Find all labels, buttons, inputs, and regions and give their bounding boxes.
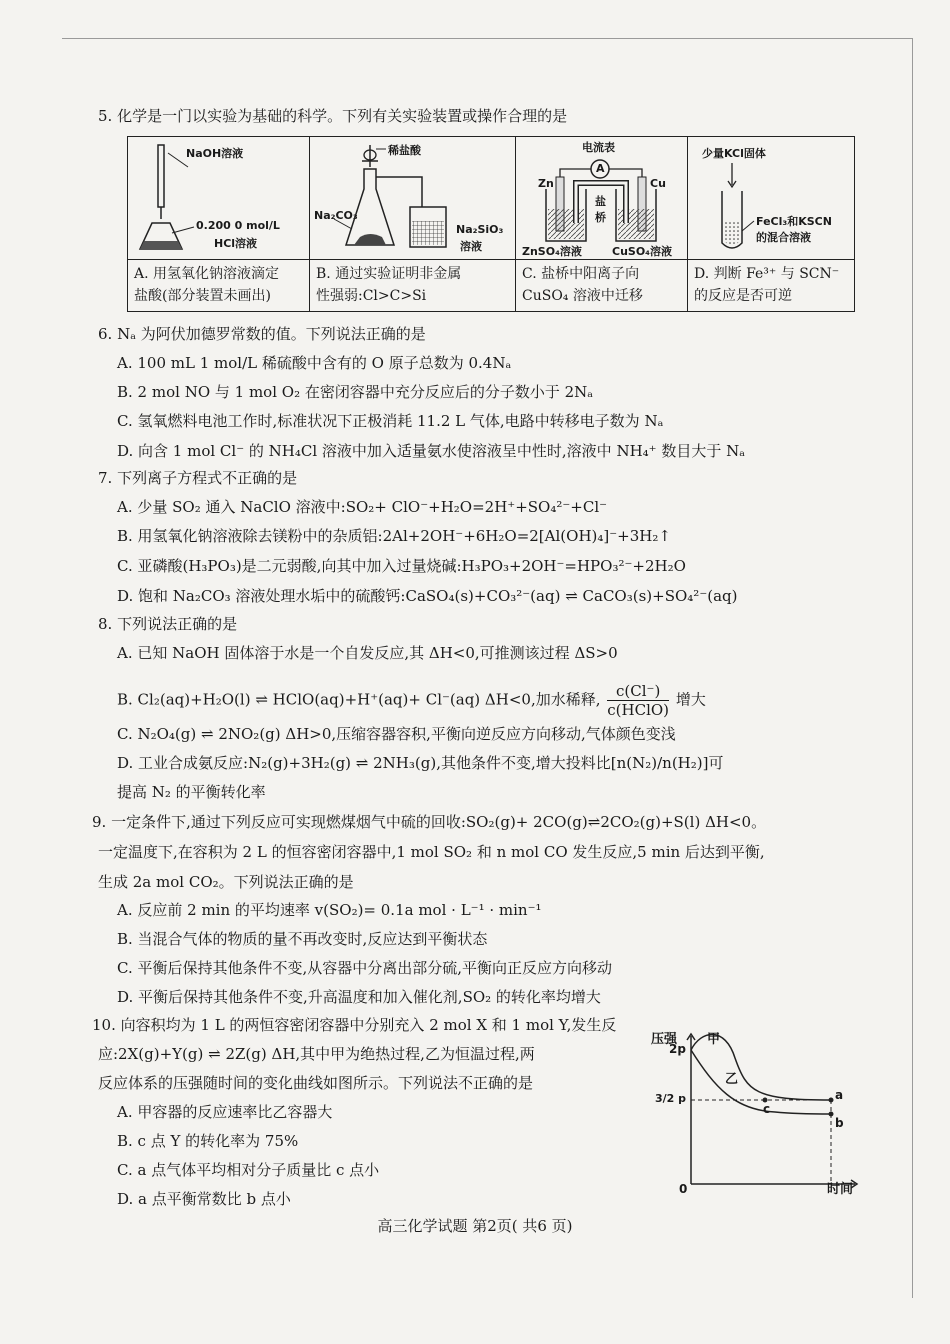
- page-footer: 高三化学试题 第2页( 共6 页): [377, 1217, 573, 1235]
- question-9-option-b: B. 当混合气体的物质的量不再改变时,反应达到平衡状态: [117, 930, 488, 948]
- question-8-option-a: A. 已知 NaOH 固体溶于水是一个自发反应,其 ΔH<0,可推测该过程 ΔS>0: [117, 644, 618, 662]
- znso4-label: ZnSO₄溶液: [522, 245, 582, 258]
- question-9-option-a: A. 反应前 2 min 的平均速率 v(SO₂)= 0.1a mol · L⁻¹ · min⁻¹: [117, 901, 542, 919]
- option-a-caption: A. 用氢氧化钠溶液滴定 盐酸(部分装置未画出): [128, 260, 310, 312]
- curve-yi-label: 乙: [725, 1072, 739, 1087]
- question-10-stem-1: 10. 向容积均为 1 L 的两恒容密闭容器中分别充入 2 mol X 和 1 mol Y,发生反: [92, 1016, 617, 1034]
- dilute-hcl-label: 稀盐酸: [388, 144, 421, 157]
- ammeter-label: 电流表: [582, 141, 615, 154]
- test-tube-figure: [688, 137, 854, 259]
- titration-figure: [128, 137, 309, 259]
- question-8-option-c: C. N₂O₄(g) ⇌ 2NO₂(g) ΔH>0,压缩容器容积,平衡向逆反应方向移动,气体颜色变浅: [117, 725, 676, 743]
- tick-2p: 2p: [669, 1042, 686, 1056]
- question-10-option-a: A. 甲容器的反应速率比乙容器大: [117, 1103, 333, 1121]
- question-7-option-d: D. 饱和 Na₂CO₃ 溶液处理水垢中的硫酸钙:CaSO₄(s)+CO₃²⁻(aq) ⇌ CaCO₃(s)+SO₄²⁻(aq): [117, 587, 738, 605]
- question-8-option-b: B. Cl₂(aq)+H₂O(l) ⇌ HClO(aq)+H⁺(aq)+ Cl⁻(aq) ΔH<0,加水稀释, c(Cl⁻) c(HClO) 增大: [117, 682, 706, 719]
- origin-label: 0: [679, 1182, 688, 1196]
- question-8-option-d-line1: D. 工业合成氨反应:N₂(g)+3H₂(g) ⇌ 2NH₃(g),其他条件不变,增大投料比[n(N₂)/n(H₂)]可: [117, 754, 724, 772]
- point-a-label: a: [835, 1088, 844, 1102]
- question-6-stem: 6. Nₐ 为阿伏加德罗常数的值。下列说法正确的是: [98, 325, 426, 343]
- question-7-option-c: C. 亚磷酸(H₃PO₃)是二元弱酸,向其中加入过量烧碱:H₃PO₃+2OH⁻=HPO₃²⁻+2H₂O: [117, 557, 686, 575]
- question-10-stem-2: 应:2X(g)+Y(g) ⇌ 2Z(g) ΔH,其中甲为绝热过程,乙为恒温过程,两: [98, 1045, 535, 1063]
- question-6-option-a: A. 100 mL 1 mol/L 稀硫酸中含有的 O 原子总数为 0.4Nₐ: [117, 354, 512, 372]
- tick-3-2p: 3/2 p: [655, 1092, 687, 1105]
- question-10-stem-3: 反应体系的压强随时间的变化曲线如图所示。下列说法不正确的是: [98, 1074, 534, 1092]
- time-axis-label: 时间: [827, 1182, 854, 1197]
- salt-bridge-label-2: 桥: [595, 211, 606, 224]
- question-9-option-d: D. 平衡后保持其他条件不变,升高温度和加入催化剂,SO₂ 的转化率均增大: [117, 988, 601, 1006]
- question-9-stem-3: 生成 2a mol CO₂。下列说法正确的是: [98, 873, 354, 891]
- question-6-option-b: B. 2 mol NO 与 1 mol O₂ 在密闭容器中充分反应后的分子数小于 2Nₐ: [117, 383, 594, 401]
- page-border-top: [62, 38, 912, 39]
- question-10-option-d: D. a 点平衡常数比 b 点小: [117, 1190, 291, 1208]
- pressure-time-graph: [651, 1028, 870, 1198]
- na2sio3-label: Na₂SiO₃: [456, 223, 504, 236]
- na2co3-label: Na₂CO₃: [314, 209, 358, 222]
- question-5-stem: 5. 化学是一门以实验为基础的科学。下列有关实验装置或操作合理的是: [98, 107, 568, 125]
- point-c-label: c: [763, 1102, 771, 1116]
- ammeter-a-label: A: [596, 162, 605, 175]
- question-9-option-c: C. 平衡后保持其他条件不变,从容器中分离出部分硫,平衡向正反应方向移动: [117, 959, 613, 977]
- point-b-label: b: [835, 1116, 844, 1130]
- question-8-option-d-line2: 提高 N₂ 的平衡转化率: [117, 783, 266, 801]
- kcl-label: 少量KCl固体: [702, 147, 766, 160]
- acid-strength-figure: [310, 137, 515, 259]
- cuso4-label: CuSO₄溶液: [612, 245, 672, 258]
- question-7-option-b: B. 用氢氧化钠溶液除去镁粉中的杂质铝:2Al+2OH⁻+6H₂O=2[Al(OH)₄]⁻+3H₂↑: [117, 527, 671, 545]
- salt-bridge-label-1: 盐: [595, 195, 606, 208]
- solution-label: 溶液: [460, 240, 482, 253]
- experiment-table: [127, 136, 855, 312]
- concentration-label: 0.200 0 mol/L: [196, 219, 280, 232]
- galvanic-cell-figure: [516, 137, 687, 259]
- page-border-right: [912, 38, 913, 1298]
- hcl-label: HCl溶液: [214, 237, 258, 250]
- question-10-option-c: C. a 点气体平均相对分子质量比 c 点小: [117, 1161, 380, 1179]
- curve-jia-label: 甲: [707, 1032, 721, 1047]
- question-6-option-d: D. 向含 1 mol Cl⁻ 的 NH₄Cl 溶液中加入适量氨水使溶液呈中性时,溶液中 NH₄⁺ 数目大于 Nₐ: [117, 442, 746, 460]
- naoh-label: NaOH溶液: [186, 147, 244, 160]
- mixture-label-1: FeCl₃和KSCN: [756, 215, 832, 228]
- question-9-stem-1: 9. 一定条件下,通过下列反应可实现燃煤烟气中硫的回收:SO₂(g)+ 2CO(g)⇌2CO₂(g)+S(l) ΔH<0。: [92, 813, 767, 831]
- cu-label: Cu: [650, 177, 666, 190]
- question-9-stem-2: 一定温度下,在容积为 2 L 的恒容密闭容器中,1 mol SO₂ 和 n mol CO 发生反应,5 min 后达到平衡,: [98, 843, 765, 861]
- mixture-label-2: 的混合溶液: [756, 231, 811, 244]
- option-d-caption: D. 判断 Fe³⁺ 与 SCN⁻ 的反应是否可逆: [688, 260, 855, 312]
- question-6-option-c: C. 氢氧燃料电池工作时,标准状况下正极消耗 11.2 L 气体,电路中转移电子数为 Nₐ: [117, 412, 664, 430]
- option-b-caption: B. 通过实验证明非金属 性强弱:Cl>C>Si: [310, 260, 516, 312]
- pressure-axis-label: 压强: [651, 1032, 678, 1047]
- question-10-option-b: B. c 点 Y 的转化率为 75%: [117, 1132, 299, 1150]
- option-c-caption: C. 盐桥中阳离子向 CuSO₄ 溶液中迁移: [516, 260, 688, 312]
- question-7-stem: 7. 下列离子方程式不正确的是: [98, 469, 298, 487]
- question-7-option-a: A. 少量 SO₂ 通入 NaClO 溶液中:SO₂+ ClO⁻+H₂O=2H⁺+SO₄²⁻+Cl⁻: [117, 498, 608, 516]
- question-8-stem: 8. 下列说法正确的是: [98, 615, 238, 633]
- zn-label: Zn: [538, 177, 554, 190]
- fraction: c(Cl⁻) c(HClO): [607, 682, 670, 719]
